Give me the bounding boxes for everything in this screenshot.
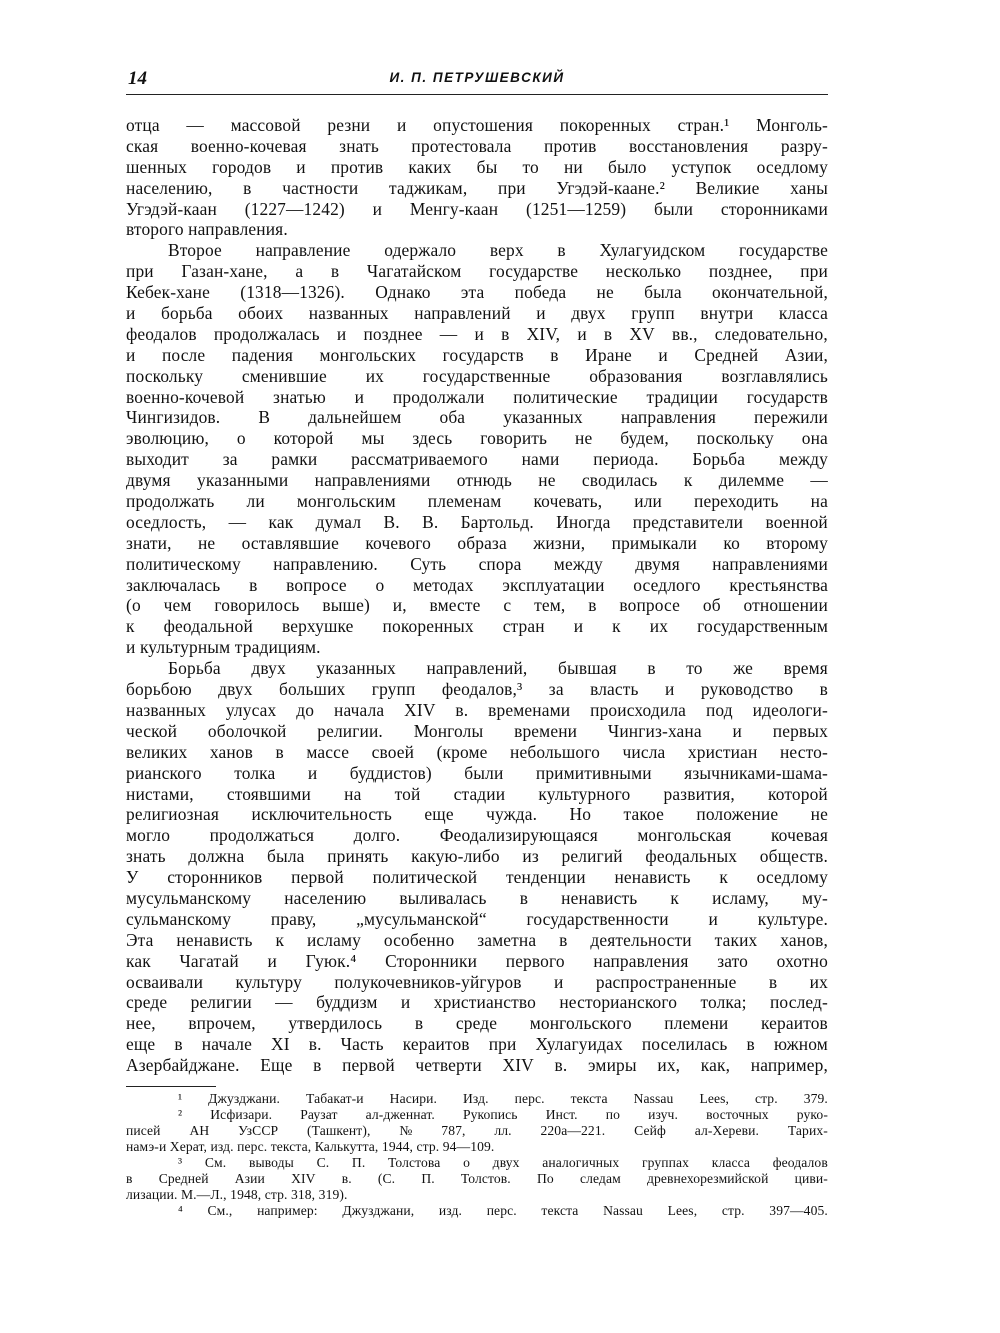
text-line: Азербайджане. Еще в первой четверти XIV в. эмиры их, как, например,: [126, 1055, 828, 1076]
footnote-line: ² Исфизари. Раузат ал-дженнат. Рукопись Инст. по изуч. восточных руко-: [178, 1106, 828, 1122]
text-line: Эта ненависть к исламу особенно заметна в деятельности таких ханов,: [126, 929, 828, 950]
text-line: нистами, стоявшими на той стадии культурного развития, которой: [126, 783, 828, 804]
text-line: Угэдэй-каан (1227—1242) и Менгу-каан (1251—1259) были сторонниками: [126, 198, 828, 219]
text-line: продолжать ли монгольским племенам кочевать, или переходить на: [126, 491, 828, 512]
text-line: и после падения монгольских государств в Иране и Средней Азии,: [126, 344, 828, 365]
text-line: Борьба двух указанных направлений, бывшая в то же время: [168, 658, 828, 679]
text-line: еще в начале XI в. Часть кераитов при Хулагуидах поселилась в южном: [126, 1034, 828, 1055]
text-line: знать должна была принять какую-либо из религий феодальных обществ.: [126, 846, 828, 867]
text-line: второго направления.: [126, 219, 288, 240]
text-line: ская военно-кочевая знать протестовала против восстановления разру-: [126, 135, 828, 156]
text-line: Кебек-хане (1318—1326). Однако эта победа не была окончательной,: [126, 282, 828, 303]
text-line: отца — массовой резни и опустошения покоренных стран.¹ Монголь-: [126, 115, 828, 135]
text-line: нее, впрочем, утвердилось в среде монгольского племени кераитов: [126, 1013, 828, 1034]
text-line: оседлость, — как думал В. В. Бартольд. Иногда представители военной: [126, 511, 828, 532]
text-line: (о чем говорилось выше) и, вместе с тем, в вопросе об отношении: [126, 595, 828, 616]
text-line: осваивали культуру полукочевников-уйгуров и распространенные в их: [126, 971, 828, 992]
footnote-line: в Средней Азии XIV в. (С. П. Толстов. По следам древнехорезмийской циви-: [126, 1170, 828, 1186]
text-line: могло продолжаться долго. Феодализирующаяся монгольская кочевая: [126, 825, 828, 846]
text-line: выходит за рамки рассматриваемого нами периода. Борьба между: [126, 449, 828, 470]
text-line: к феодальной верхушке покоренных стран и к их государственным: [126, 616, 828, 637]
text-line: среде религии — буддизм и христианство несторианского толка; послед-: [126, 992, 828, 1013]
text-line: знати, не оставлявшие кочевого образа жизни, примыкали ко второму: [126, 532, 828, 553]
text-line: У сторонников первой политической тенденции ненависть к оседлому: [126, 867, 828, 888]
text-line: населению, в частности таджикам, при Угэдэй-каане.² Великие ханы: [126, 177, 828, 198]
book-page: [126, 64, 828, 1219]
footnote-divider: [126, 1086, 216, 1087]
text-line: шенных городов и против каких бы то ни было уступок оседлому: [126, 156, 828, 177]
text-line: сульманскому праву, „мусульманской“ государственности и культуре.: [126, 908, 828, 929]
text-line: ческой оболочкой религии. Монголы времени Чингиз-хана и первых: [126, 720, 828, 741]
footnote-line: писей АН УзССР (Ташкент), № 787, лл. 220а—221. Сейф ал-Херeви. Тарих-: [126, 1122, 828, 1138]
text-line: эволюцию, о которой мы здесь говорить не будем, поскольку она: [126, 428, 828, 449]
text-line: политическому направлению. Суть спора между двумя направлениями: [126, 553, 828, 574]
text-line: Чингизидов. В дальнейшем оба указанных направления пережили: [126, 407, 828, 428]
main-text: [126, 115, 828, 1076]
footnote-line: лизации. М.—Л., 1948, стр. 318, 319).: [126, 1186, 348, 1202]
text-line: великих ханов в массе своей (кроме небольшого числа христиан несто-: [126, 741, 828, 762]
text-line: феодалов продолжалась и позднее — и в XIV, и в XV вв., следовательно,: [126, 323, 828, 344]
text-line: религиозная исключительность еще чужда. Но такое положение не: [126, 804, 828, 825]
text-line: как Чагатай и Гуюк.⁴ Сторонники первого направления зато охотно: [126, 950, 828, 971]
text-line: при Газан-хане, а в Чагатайском государстве несколько позднее, при: [126, 261, 828, 282]
text-line: Второе направление одержало верх в Хулагуидском государстве: [168, 240, 828, 261]
page-header: [126, 64, 828, 95]
text-line: борьбою двух больших групп феодалов,³ за власть и руководство в: [126, 679, 828, 700]
footnote-line: ⁴ См., например: Джузджани, изд. перс. текста Nassau Lees, стр. 397—405.: [178, 1202, 828, 1218]
text-line: рианского толка и буддистов) были примитивными язычниками-шама-: [126, 762, 828, 783]
text-line: военно-кочевой знатью и продолжали политические традиции государств: [126, 386, 828, 407]
text-line: двумя указанными направлениями отнюдь не сводилась к дилемме —: [126, 470, 828, 491]
text-line: заключалась в вопросе о методах эксплуатации оседлого крестьянства: [126, 574, 828, 595]
footnote-line: намэ-и Херат, изд. перс. текста, Калькутта, 1944, стр. 94—109.: [126, 1138, 495, 1154]
footnote-line: ¹ Джузджани. Табакат-и Насири. Изд. перс. текста Nassau Lees, стр. 379.: [178, 1090, 828, 1106]
text-line: поскольку сменившие их государственные образования возглавлялись: [126, 365, 828, 386]
page-number: 14: [128, 68, 147, 89]
footnotes: [126, 1091, 828, 1219]
text-line: названных улусах до начала XIV в. временами происходила под идеологи-: [126, 699, 828, 720]
running-title: И. П. ПЕТРУШЕВСКИЙ: [389, 70, 565, 85]
text-line: и борьба обоих названных направлений и двух групп внутри класса: [126, 303, 828, 324]
footnote-line: ³ См. выводы С. П. Толстова о двух аналогичных группах класса феодалов: [178, 1154, 828, 1170]
text-line: мусульманскому населению выливалась в ненависть к исламу, му-: [126, 887, 828, 908]
text-line: и культурным традициям.: [126, 637, 321, 658]
